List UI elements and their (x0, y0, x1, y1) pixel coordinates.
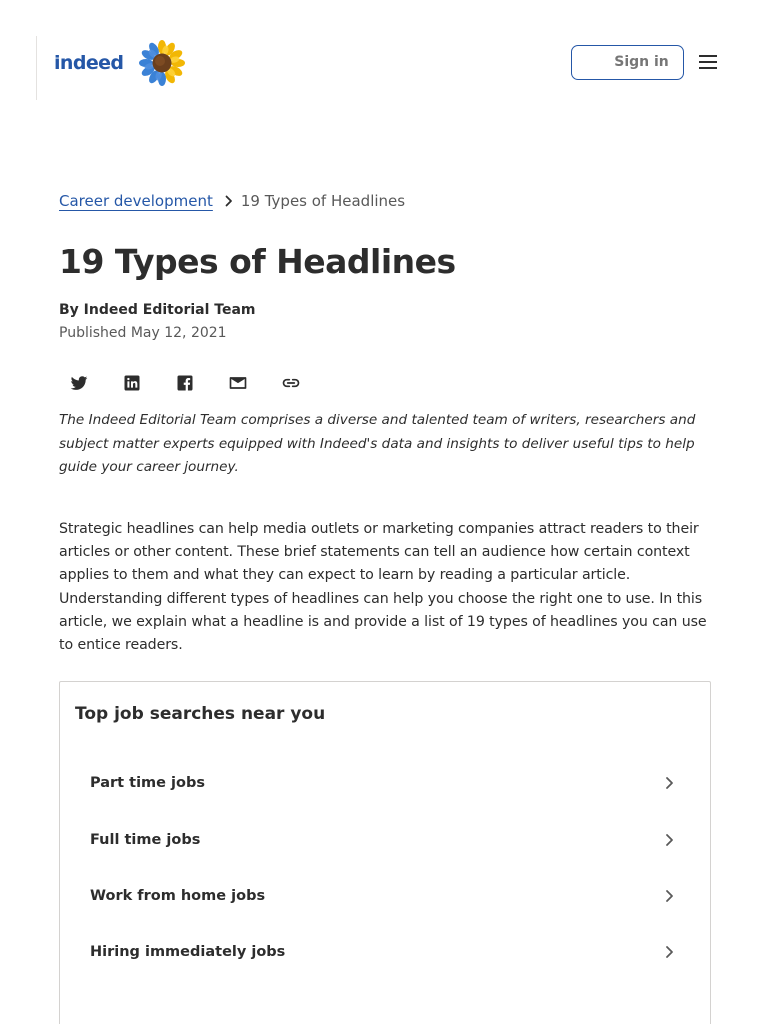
article-intro: Strategic headlines can help media outlets or marketing companies attract readers to their articles or other content. These brief statements can tell an audience how certain context applies to them and what they can expect to learn by reading a particular article. Understanding different types of headlines can help you choose the right one to use. In this article, we explain what a headline is and provide a list of 19 types of headlines you can use to entice readers. (59, 521, 707, 654)
chevron-right-icon (665, 776, 674, 790)
sign-in-button[interactable]: Sign in (571, 45, 684, 80)
breadcrumb (59, 190, 405, 212)
page-title: 19 Types of Headlines (59, 242, 456, 281)
link-icon[interactable] (280, 373, 302, 393)
job-search-item-hiring-immediately[interactable] (90, 936, 680, 968)
chevron-right-icon (665, 945, 674, 959)
indeed-logo: indeed (54, 52, 124, 74)
job-search-item-work-from-home[interactable] (90, 880, 680, 912)
chevron-right-icon (665, 833, 674, 847)
published-date: Published May 12, 2021 (59, 325, 227, 341)
job-search-label: Hiring immediately jobs (90, 944, 286, 960)
top-job-searches-title: Top job searches near you (75, 704, 326, 724)
indeed-logo-link[interactable] (54, 40, 185, 86)
site-header (0, 0, 768, 110)
chevron-right-icon (224, 195, 234, 207)
top-job-searches-card (59, 681, 711, 1024)
chevron-right-icon (665, 889, 674, 903)
email-icon[interactable] (227, 373, 249, 393)
job-search-item-full-time[interactable] (90, 824, 680, 856)
facebook-icon[interactable] (174, 373, 196, 393)
linkedin-icon[interactable] (121, 373, 143, 393)
hamburger-menu-icon[interactable] (698, 53, 718, 71)
twitter-icon[interactable] (68, 373, 90, 393)
breadcrumb-current: 19 Types of Headlines (240, 192, 406, 210)
sunflower-icon (139, 40, 185, 86)
job-search-label: Full time jobs (90, 832, 201, 848)
editorial-team-note: The Indeed Editorial Team comprises a diverse and talented team of writers, researchers and subject matter experts equipped with Indeed's data and insights to deliver useful tips to help guide your career journey. (59, 412, 696, 475)
job-search-item-part-time[interactable] (90, 767, 680, 799)
job-search-label: Work from home jobs (90, 888, 266, 904)
breadcrumb-career-development-link[interactable]: Career development (59, 192, 213, 210)
header-divider (36, 36, 37, 100)
job-search-label: Part time jobs (90, 775, 205, 791)
article-byline: By Indeed Editorial Team (59, 302, 256, 318)
